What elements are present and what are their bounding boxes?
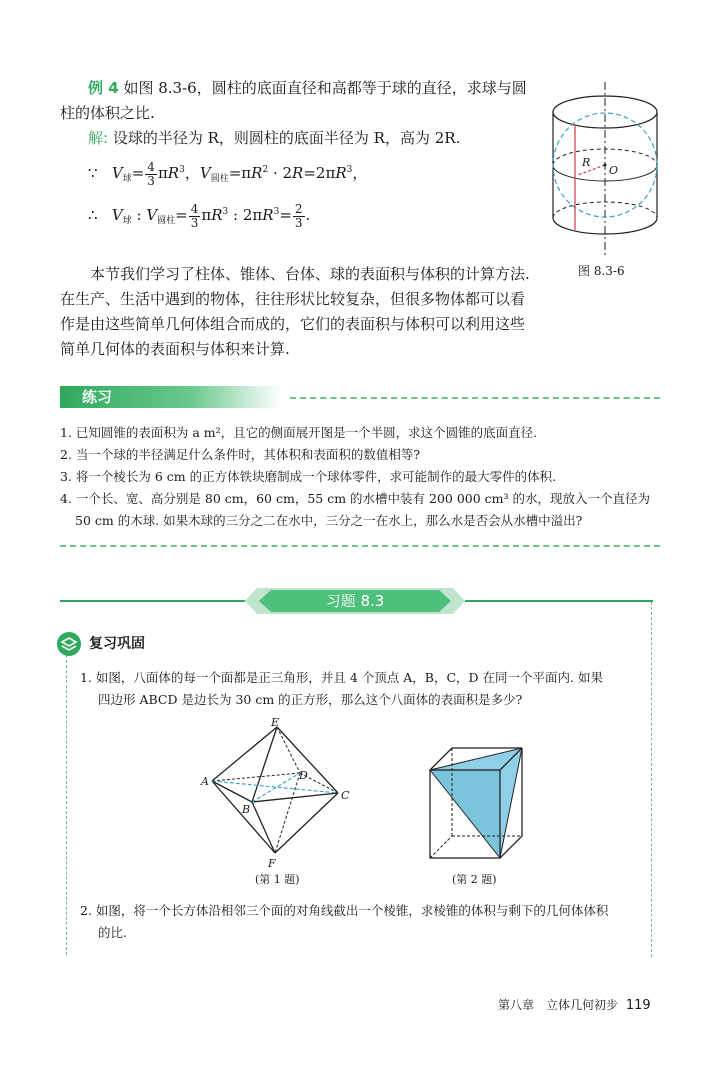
therefore-symbol: ∴ — [88, 206, 98, 224]
question-2-line-2: 的比. — [98, 925, 127, 940]
practice-item: 1. 已知圆锥的表面积为 a m²，且它的侧面展开图是一个半圆，求这个圆锥的底面直径. — [60, 425, 538, 440]
summary-line: 本节我们学习了柱体、锥体、台体、球的表面积与体积的计算方法. — [90, 265, 530, 283]
footer-chapter: 第八章 立体几何初步 — [498, 998, 619, 1012]
because-symbol: ∵ — [88, 164, 98, 182]
summary-line: 作是由这些简单几何体组合而成的，它们的表面积与体积可以利用这些 — [60, 315, 526, 333]
summary-line: 在生产、生活中遇到的物体，往往形状比较复杂，但很多物体都可以看 — [60, 290, 526, 308]
figure-1-caption: (第 1 题) — [255, 873, 300, 886]
practice-banner — [60, 386, 280, 408]
label-f: F — [268, 857, 276, 870]
octahedron-figure — [195, 715, 365, 870]
formula-1: ∵ $V_球=$ $\frac{4}{3}$ $\pi R^3$，$V_{圆柱}=\pi R^2 \cdot 2R=2\pi R^3$， — [88, 159, 368, 188]
practice-title: 练习 — [82, 388, 113, 406]
stack-icon — [57, 632, 81, 656]
section-title: 复习巩固 — [89, 636, 145, 652]
label-d: D — [299, 769, 308, 782]
figure-2-caption: (第 2 题) — [452, 873, 497, 886]
example-line-1 — [88, 76, 548, 100]
exercise-rule-right — [465, 600, 653, 602]
practice-end-divider — [60, 545, 660, 547]
cylinder-sphere-figure — [548, 80, 658, 260]
question-2 — [80, 900, 650, 944]
practice-item-cont: 50 cm 的木球. 如果木球的三分之二在水中，三分之一在水上，那么水是否会从水槽中溢出? — [75, 513, 583, 528]
solution-line — [88, 126, 460, 150]
footer-page-number: 119 — [625, 998, 651, 1013]
example-text: 如图 8.3-6，圆柱的底面直径和高都等于球的直径，求球与圆 — [123, 79, 527, 97]
footer — [498, 996, 651, 1015]
formula-2: ∴ $V_球$ : $V_{圆柱}=$ $\frac{4}{3}$ $\pi R^3$ : $2\pi R^3=$ $\frac{2}{3}$ . — [88, 201, 311, 230]
practice-item: 3. 将一个棱长为 6 cm 的正方体铁块磨制成一个球体零件，求可能制作的最大零件的体积. — [60, 469, 557, 484]
label-b: B — [242, 803, 251, 816]
exercise-title: 习题 8.3 — [325, 592, 385, 610]
summary-line: 简单几何体的表面积与体积来计算. — [60, 340, 290, 358]
question-1-line-1: 1. 如图，八面体的每一个面都是正三角形，并且 4 个顶点 A，B，C，D 在同一个平面内. 如果 — [80, 670, 603, 685]
practice-item: 4. 一个长、宽、高分别是 80 cm，60 cm，55 cm 的水槽中装有 200 000 cm³ 的水，现放入一个直径为 — [60, 491, 651, 506]
solution-label: 解: — [88, 129, 109, 147]
label-c: C — [341, 789, 350, 802]
figure-caption: 图 8.3-6 — [578, 264, 625, 278]
practice-list — [60, 422, 670, 532]
question-2-line-1: 2. 如图，将一个长方体沿相邻三个面的对角线截出一个棱锥，求棱锥的体积与剩下的几何体体积 — [80, 903, 609, 918]
example-label: 例 4 — [88, 79, 119, 97]
cuboid-figure — [420, 738, 530, 863]
figure-label-o: O — [609, 164, 619, 177]
practice-divider — [290, 397, 660, 399]
example-line-2: 柱的体积之比. — [60, 104, 155, 122]
label-e: E — [271, 716, 280, 729]
solution-text: 设球的半径为 R，则圆柱的底面半径为 R，高为 2R. — [112, 129, 461, 147]
question-1-line-2: 四边形 ABCD 是边长为 30 cm 的正方形，那么这个八面体的表面积是多少? — [98, 692, 523, 707]
label-a: A — [201, 775, 209, 788]
summary-paragraph — [60, 262, 550, 362]
figure-label-r: R — [582, 156, 591, 169]
exercise-side-rule — [651, 602, 652, 957]
question-1 — [80, 667, 650, 711]
practice-item: 2. 当一个球的半径满足什么条件时，其体积和表面积的数值相等? — [60, 447, 421, 462]
exercise-left-rule — [66, 655, 67, 955]
exercise-rule-left — [60, 600, 245, 602]
